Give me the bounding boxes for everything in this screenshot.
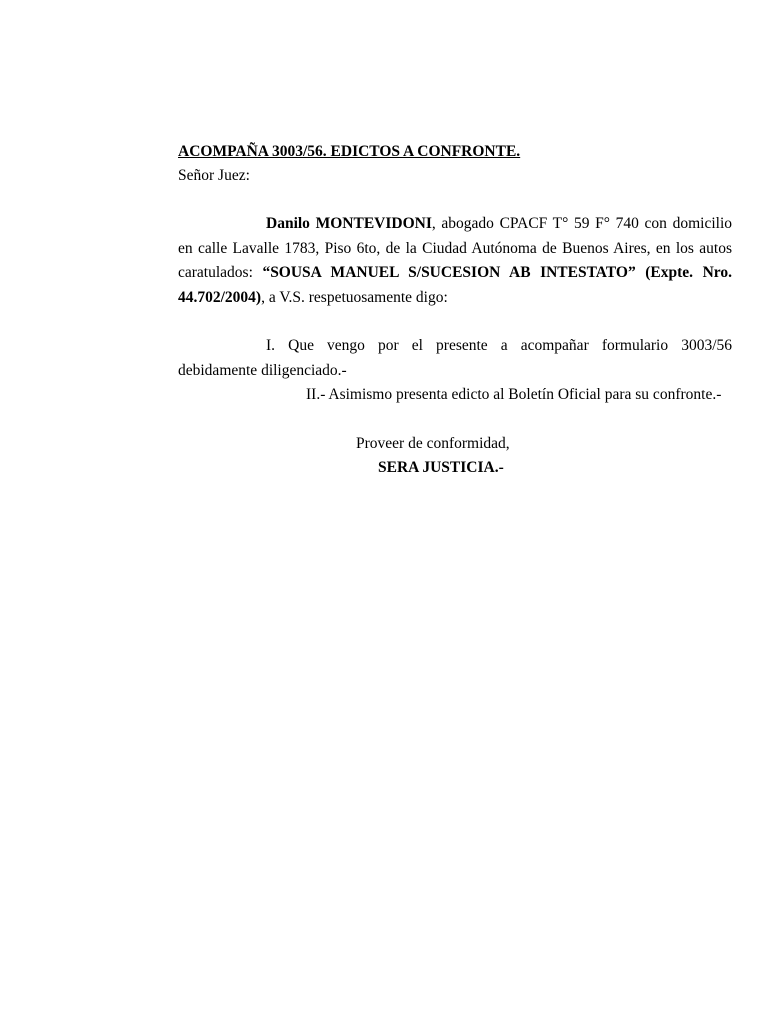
lawyer-last-name: MONTEVIDONI: [315, 215, 432, 232]
spacer: [178, 188, 732, 212]
intro-text-b: , a V.S. respetuosamente digo:: [261, 288, 448, 306]
spacer: [178, 310, 732, 334]
closing-block: [178, 432, 732, 481]
lawyer-first-name: Danilo: [266, 215, 310, 232]
point-one: I. Que vengo por el presente a acompañar formulario 3003/56 debidamente diligenciado.-: [178, 337, 732, 379]
intro-text-a: , abogado CPACF T° 59 F° 740 con domicilio en calle Lavalle 1783, Piso 6to, de la Ciudad Autónoma de Buenos Aires, en los autos caratulados:: [178, 215, 732, 281]
point-two: II.- Asimismo presenta edicto al Boletín Oficial para su confronte.-: [306, 386, 722, 403]
closing-line-2: SERA JUSTICIA.-: [378, 459, 504, 476]
document-title: ACOMPAÑA 3003/56. EDICTOS A CONFRONTE.: [178, 143, 521, 160]
case-title: “SOUSA MANUEL S/SUCESION AB INTESTATO” (Expte. Nro. 44.702/2004): [178, 264, 732, 306]
document-page: [178, 140, 732, 481]
spacer: [178, 408, 732, 432]
closing-line-1: Proveer de conformidad,: [356, 434, 510, 452]
greeting: Señor Juez:: [178, 167, 250, 184]
intro-paragraph: [178, 212, 732, 310]
